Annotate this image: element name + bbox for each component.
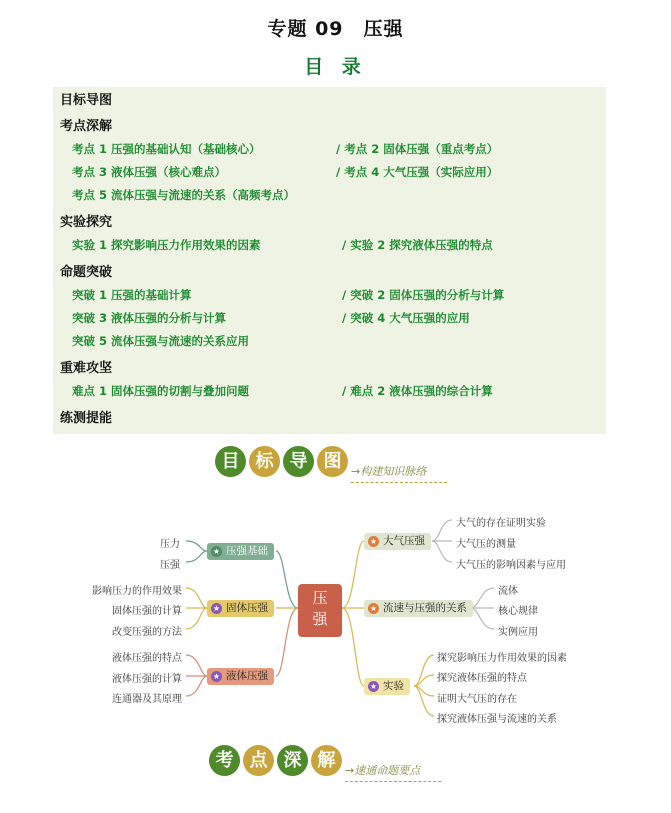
star-icon: ★ [369,682,378,691]
mindmap-leaf: 连通器及其原理 [112,694,182,705]
mindmap-leaf: 实例应用 [498,627,538,638]
toc-item[interactable]: 突破 5 流体压强与流速的关系应用 [72,334,250,348]
toc-item[interactable]: 考点 1 压强的基础认知（基础核心） [72,142,261,156]
banner-tagline: →构建知识脉络 [351,465,427,478]
toc-item[interactable]: 突破 1 压强的基础计算 [72,288,192,302]
star-icon: ★ [212,547,221,556]
toc-item[interactable]: 考点 5 流体压强与流速的关系（高频考点） [72,188,296,202]
toc-heading: 目 录 [304,56,367,78]
page-title: 专题 09 压强 [267,18,404,40]
mindmap-node-solid: ★ 固体压强 [207,600,274,617]
toc-section-mindmap[interactable]: 目标导图 [60,93,113,108]
mindmap-leaf: 核心规律 [498,606,538,617]
mindmap-leaf: 影响压力的作用效果 [92,586,182,597]
mindmap-node-atmosphere: ★ 大气压强 [364,533,431,550]
banner-char: 考 [209,745,240,776]
banner-tagline: →速通命题要点 [345,764,421,777]
star-icon: ★ [212,672,221,681]
toc-section-keypoints[interactable]: 考点深解 [60,119,113,134]
mindmap-leaf: 证明大气压的存在 [437,694,517,705]
mindmap-leaf: 大气的存在证明实验 [456,518,546,529]
mindmap-leaf: 探究液体压强的特点 [437,673,527,684]
toc-item[interactable]: / 难点 2 液体压强的综合计算 [342,384,493,398]
mindmap-node-flow: ★ 流速与压强的关系 [364,600,473,617]
banner-char: 图 [317,446,348,477]
toc-item[interactable]: / 考点 2 固体压强（重点考点） [336,142,499,156]
mindmap-leaf: 大气压的测量 [456,539,516,550]
mindmap-center-node: 压强 [298,584,342,637]
toc-item[interactable]: / 突破 4 大气压强的应用 [342,311,470,325]
mindmap-node-basic: ★ 压强基础 [207,543,274,560]
mindmap-node-liquid: ★ 液体压强 [207,668,274,685]
toc-item[interactable]: / 考点 4 大气压强（实际应用） [336,165,499,179]
toc-item[interactable]: / 突破 2 固体压强的分析与计算 [342,288,505,302]
star-icon: ★ [369,537,378,546]
mindmap-leaf: 固体压强的计算 [112,606,182,617]
toc-section-breakthroughs[interactable]: 命题突破 [60,265,113,280]
divider [345,781,441,782]
mindmap-node-experiment: ★ 实验 [364,678,410,695]
toc-section-difficulties[interactable]: 重难攻坚 [60,361,113,376]
toc-section-practice[interactable]: 练测提能 [60,411,113,426]
mindmap-leaf: 改变压强的方法 [112,627,182,638]
banner-char: 标 [249,446,280,477]
toc-item[interactable]: 考点 3 液体压强（核心难点） [72,165,227,179]
toc-item[interactable]: 难点 1 固体压强的切割与叠加问题 [72,384,250,398]
mindmap-leaf: 大气压的影响因素与应用 [456,560,566,571]
banner-char: 点 [243,745,274,776]
banner-char: 目 [215,446,246,477]
mindmap-leaf: 流体 [498,586,518,597]
banner-char: 导 [283,446,314,477]
mindmap-leaf: 压力 [160,539,180,550]
banner-char: 解 [311,745,342,776]
toc-section-experiments[interactable]: 实验探究 [60,215,113,230]
star-icon: ★ [212,604,221,613]
star-icon: ★ [369,604,378,613]
toc-item[interactable]: / 实验 2 探究液体压强的特点 [342,238,493,252]
mindmap-leaf: 探究影响压力作用效果的因素 [437,653,567,664]
toc-item[interactable]: 实验 1 探究影响压力作用效果的因素 [72,238,261,252]
mindmap-leaf: 探究液体压强与流速的关系 [437,714,557,725]
banner-char: 深 [277,745,308,776]
mindmap-leaf: 液体压强的计算 [112,674,182,685]
section-banner-keypoints [209,745,459,785]
mindmap-leaf: 液体压强的特点 [112,653,182,664]
mindmap-leaf: 压强 [160,560,180,571]
toc-item[interactable]: 突破 3 液体压强的分析与计算 [72,311,227,325]
